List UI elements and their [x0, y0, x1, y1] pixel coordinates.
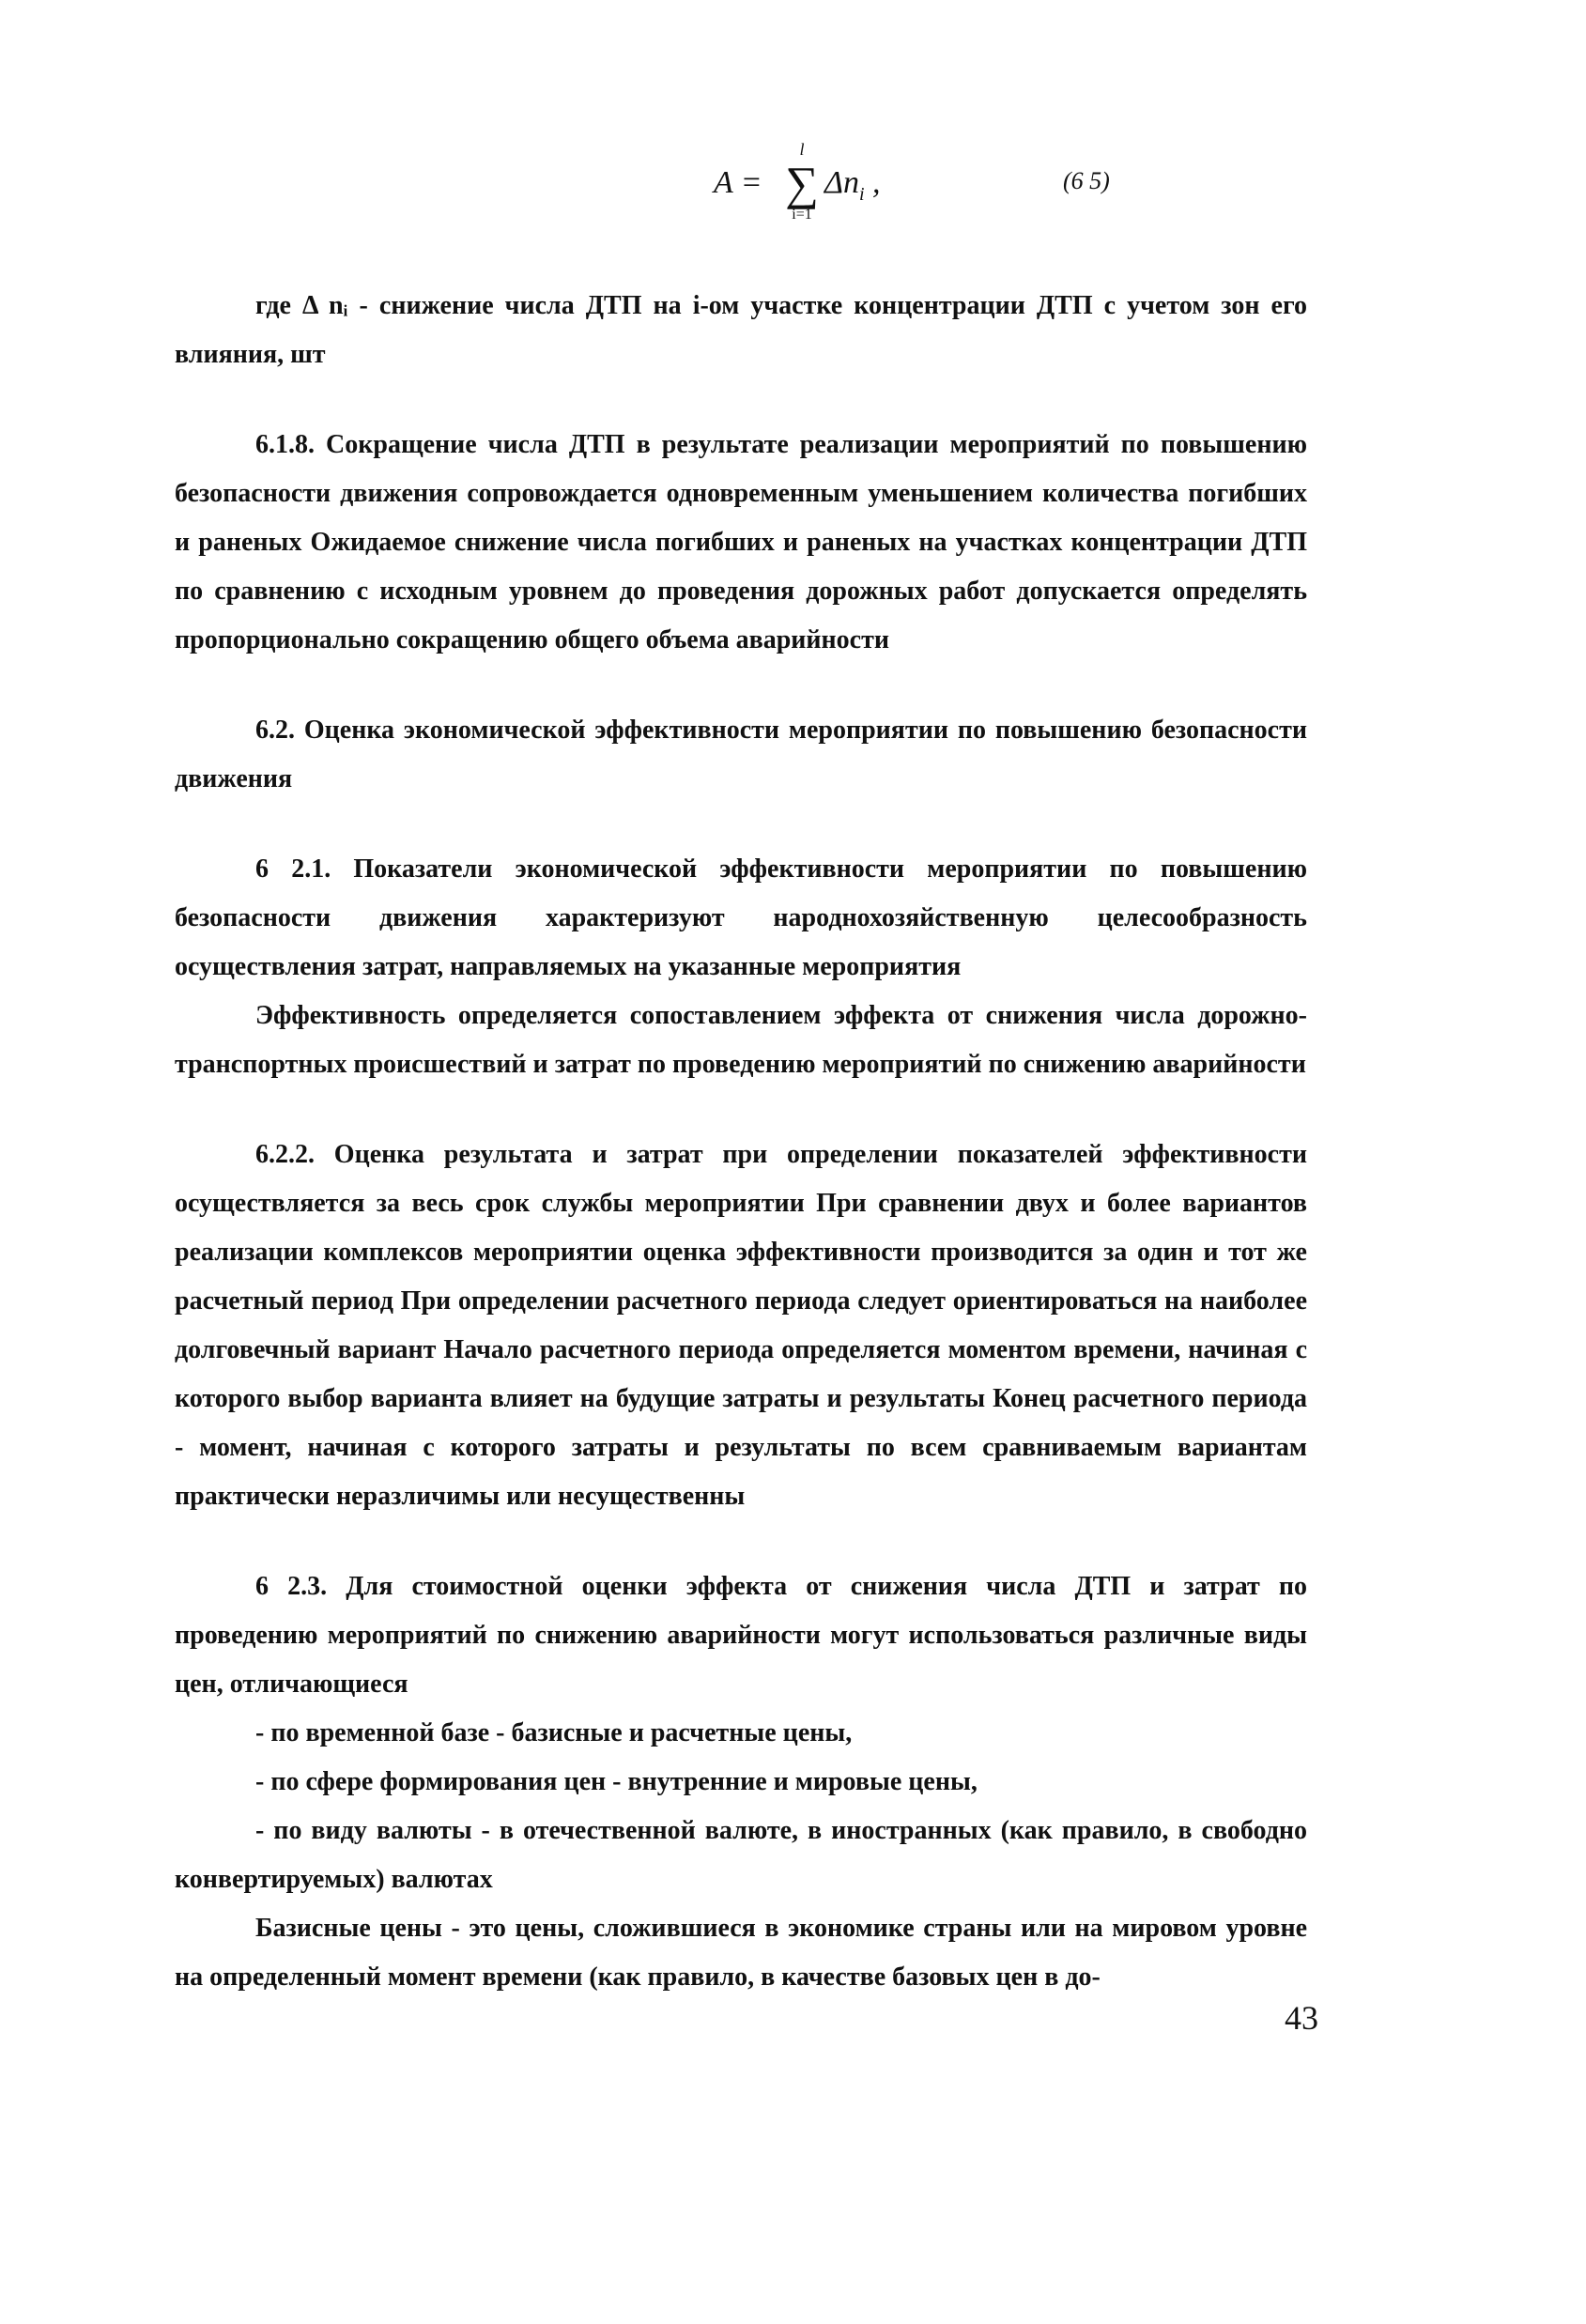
list-item: - по виду валюты - в отечественной валюте, в иностранных (как правило, в свободно конвертируемых) валютах [175, 1816, 1307, 1894]
section-6-2-heading: 6.2. Оценка экономической эффективности мероприятии по повышению безопасности движения [175, 716, 1307, 793]
formula-number: (6 5) [1063, 167, 1110, 194]
sum-lower-limit: i=1 [792, 207, 812, 223]
paragraph-6-2-3: 6 2.3. Для стоимостной оценки эффекта от снижения числа ДТП и затрат по проведению мероприятий по снижению аварийности могут использоваться различные виды цен, отличающиеся [175, 1572, 1307, 1699]
paragraph-6-2-1-effectiveness: Эффективность определяется сопоставлением эффекта от снижения числа дорожно-транспортных происшествий и затрат по проведению мероприятий по снижению аварийности [175, 1001, 1307, 1079]
list-item: - по временной базе - базисные и расчетные цены, [255, 1718, 853, 1747]
summation-symbol [781, 139, 823, 223]
formula-comma: , [864, 165, 881, 200]
sum-upper-limit: l [799, 140, 805, 159]
list-item: - по сфере формирования цен - внутренние и мировые цены, [255, 1767, 978, 1796]
formula-lhs: A = [714, 165, 762, 200]
paragraph-6-2-1: 6 2.1. Показатели экономической эффективности мероприятии по повышению безопасности движения характеризуют народнохозяйственную целесообразность осуществления затрат, направляемых на указанные мероприятия [175, 854, 1307, 981]
formula-rhs [824, 165, 881, 206]
paragraph-6-1-8: 6.1.8. Сокращение числа ДТП в результате реализации мероприятий по повышению безопасности движения сопровождается одновременным уменьшением количества погибших и раненых Ожидаемое снижение числа погибших и раненых на участках концентрации ДТП по сравнению с исходным уровнем до проведения дорожных работ допускается определять пропорционально сокращению общего объема аварийности [175, 430, 1307, 654]
body-text [175, 282, 1307, 2002]
sigma-icon: ∑ [785, 157, 819, 209]
where-paragraph: где Δ nᵢ - снижение числа ДТП на i-ом участке концентрации ДТП с учетом зон его влияния, шт [175, 291, 1307, 369]
formula-term-index: i [858, 183, 865, 205]
paragraph-base-prices: Базисные цены - это цены, сложившиеся в экономике страны или на мировом уровне на определенный момент времени (как правило, в качестве базовых цен в до- [175, 1914, 1307, 1992]
formula-term: Δn [824, 165, 859, 200]
page-number: 43 [1285, 1999, 1318, 2037]
paragraph-6-2-2: 6.2.2. Оценка результата и затрат при определении показателей эффективности осуществляется за весь срок службы мероприятии При сравнении двух и более вариантов реализации комплексов мероприятии оценка эффективности производится за один и тот же расчетный период При определении расчетного периода следует ориентироваться на наиболее долговечный вариант Начало расчетного периода определяется моментом времени, начиная с которого выбор варианта влияет на будущие затраты и результаты Конец расчетного периода - момент, начиная с которого затраты и результаты по всем сравниваемым вариантам практически неразличимы или несущественны [175, 1140, 1307, 1511]
